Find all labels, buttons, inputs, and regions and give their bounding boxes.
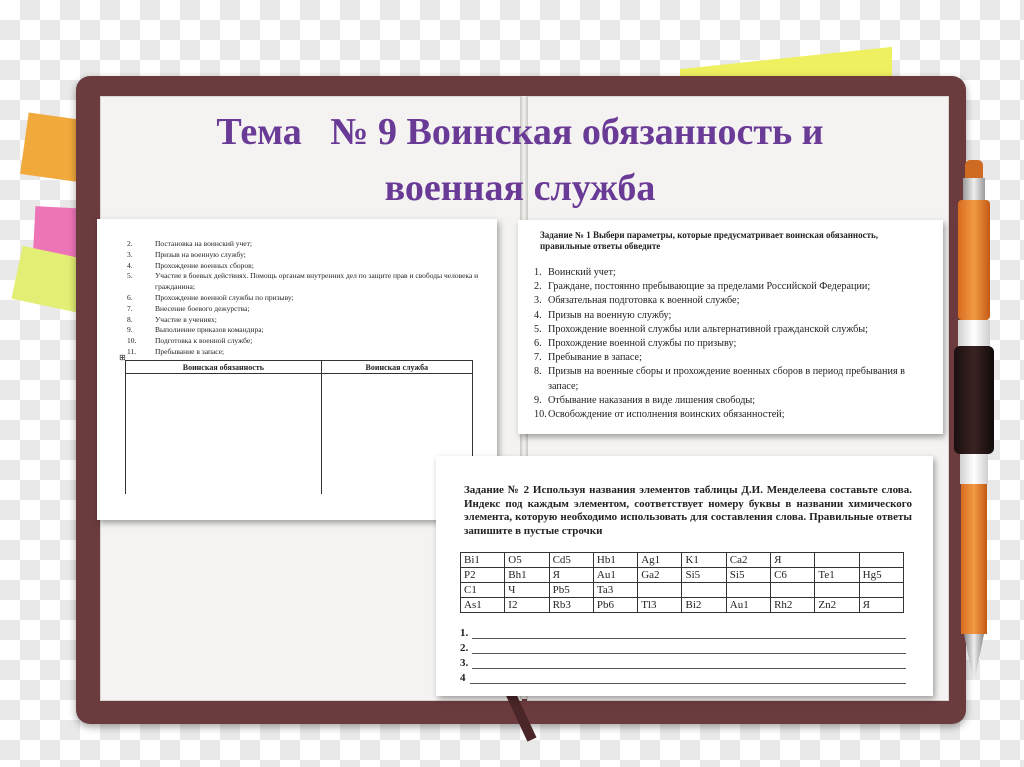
element-cell xyxy=(771,583,815,598)
duty-item xyxy=(127,271,487,293)
duty-item-number: 10. xyxy=(127,336,137,346)
slide-title-line-2: военная служба xyxy=(384,167,656,209)
element-cell: Ta3 xyxy=(593,583,637,598)
element-table-row xyxy=(461,553,904,568)
option-item-text: Граждане, постоянно пребывающие за пределами Российской Федерации; xyxy=(548,281,871,293)
element-cell: As1 xyxy=(461,598,505,613)
duty-item-number: 5. xyxy=(127,271,133,281)
duty-item-number: 7. xyxy=(127,303,133,313)
option-item xyxy=(534,394,929,408)
element-cell: Hb1 xyxy=(593,553,637,568)
option-item-text: Пребывание в запасе; xyxy=(548,352,642,364)
element-cell: Rh2 xyxy=(771,598,815,613)
task1-heading: Задание № 1 Выбери параметры, которые предусматривает воинская обязанность, правильные ответы обведите xyxy=(540,230,879,251)
duty-item xyxy=(127,336,487,347)
answer-blank[interactable] xyxy=(470,675,907,684)
slide-title-line-1: Тема № 9 Воинская обязанность и xyxy=(216,111,824,153)
option-item xyxy=(534,266,929,280)
element-cell: Bh1 xyxy=(505,568,549,583)
option-item xyxy=(534,337,929,351)
element-cell: Zn2 xyxy=(815,598,859,613)
duties-list xyxy=(127,239,487,358)
pen xyxy=(948,160,1000,680)
option-item xyxy=(534,280,929,294)
task1-options-list xyxy=(534,266,929,422)
element-table xyxy=(460,552,904,613)
element-cell: Hg5 xyxy=(859,568,903,583)
answer-line[interactable] xyxy=(460,624,906,639)
duty-item-number: 11. xyxy=(127,346,137,356)
element-cell: C6 xyxy=(771,568,815,583)
duty-item-number: 3. xyxy=(127,249,133,259)
option-item-number: 3. xyxy=(534,295,542,307)
element-cell: I2 xyxy=(505,598,549,613)
slide-title xyxy=(110,104,930,216)
option-item-number: 2. xyxy=(534,281,542,293)
answer-blank[interactable] xyxy=(472,660,906,669)
duty-item-text: Призыв на военную службу; xyxy=(155,249,246,259)
worksheet-snippet-task2 xyxy=(436,456,933,696)
duty-item-text: Участие в учениях; xyxy=(155,314,217,324)
element-cell: Au1 xyxy=(726,598,770,613)
answer-line[interactable] xyxy=(460,654,906,669)
option-item xyxy=(534,323,929,337)
element-cell xyxy=(815,583,859,598)
element-cell xyxy=(815,553,859,568)
element-cell: Bi2 xyxy=(682,598,726,613)
answer-line[interactable] xyxy=(460,639,906,654)
answer-line-number: 3. xyxy=(460,657,469,669)
duty-item-text: Пребывание в запасе; xyxy=(155,346,225,356)
element-cell: Я xyxy=(859,598,903,613)
table-cell-empty xyxy=(126,374,322,495)
option-item-number: 4. xyxy=(534,309,542,321)
element-cell: Cd5 xyxy=(549,553,593,568)
duty-item-text: Прохождение военной службы по призыву; xyxy=(155,292,294,302)
duty-item xyxy=(127,293,487,304)
table-header-duty: Воинская обязанность xyxy=(126,361,322,374)
element-cell xyxy=(859,553,903,568)
element-cell: Si5 xyxy=(682,568,726,583)
answer-line-number: 4 xyxy=(460,672,466,684)
element-cell: Я xyxy=(549,568,593,583)
element-cell: Pb5 xyxy=(549,583,593,598)
option-item xyxy=(534,309,929,323)
option-item xyxy=(534,294,929,308)
duty-item xyxy=(127,325,487,336)
option-item-number: 5. xyxy=(534,323,542,335)
element-cell: Ч xyxy=(505,583,549,598)
element-cell: K1 xyxy=(682,553,726,568)
worksheet-snippet-task1 xyxy=(518,220,943,434)
element-cell: Я xyxy=(771,553,815,568)
option-item-number: 6. xyxy=(534,338,542,350)
option-item-text: Отбывание наказания в виде лишения свободы; xyxy=(548,394,756,406)
element-cell: Te1 xyxy=(815,568,859,583)
option-item-number: 1. xyxy=(534,267,542,278)
duty-item-text: Внесение боевого дежурства; xyxy=(155,303,250,313)
task2-text: Задание № 2 Используя названия элементов таблицы Д.И. Менделеева составьте слова. Индекс под каждым элементом, соответствует номеру буквы в названии химического элемента, которую необходимо использовать для составления слова. Правильные ответы запишите в пустые строчки xyxy=(464,484,912,537)
duty-item xyxy=(127,315,487,326)
answer-line-number: 2. xyxy=(460,642,469,654)
option-item-number: 8. xyxy=(534,366,542,378)
duty-item-text: Выполнение приказов командира; xyxy=(155,325,264,335)
element-cell: Bi1 xyxy=(461,553,505,568)
option-item-text: Воинский учет; xyxy=(548,267,616,278)
answer-blank[interactable] xyxy=(472,645,906,654)
element-cell: Rb3 xyxy=(549,598,593,613)
element-cell xyxy=(682,583,726,598)
element-cell xyxy=(859,583,903,598)
duty-item xyxy=(127,250,487,261)
option-item-text: Обязательная подготовка к военной службе; xyxy=(548,295,740,307)
duty-item xyxy=(127,261,487,272)
option-item xyxy=(534,365,929,393)
option-item-text: Призыв на военную службу; xyxy=(548,309,672,321)
element-cell: Si5 xyxy=(726,568,770,583)
option-item xyxy=(534,351,929,365)
element-cell: C1 xyxy=(461,583,505,598)
duty-item-number: 9. xyxy=(127,325,133,335)
answer-line[interactable] xyxy=(460,669,906,684)
element-cell: Ca2 xyxy=(726,553,770,568)
duty-item-text: Участие в боевых действиях. Помощь органам внутренних дел по защите прав и свободы человека и гражданина; xyxy=(155,271,479,292)
duty-vs-service-table xyxy=(125,360,473,494)
element-cell xyxy=(638,583,682,598)
duty-item xyxy=(127,239,487,250)
option-item-text: Прохождение военной службы или альтернативной гражданской службы; xyxy=(548,323,868,335)
option-item-number: 10. xyxy=(534,409,547,421)
table-anchor-icon: ⊞ xyxy=(119,353,126,362)
duty-item xyxy=(127,304,487,315)
option-item-number: 7. xyxy=(534,352,542,364)
element-cell: Tl3 xyxy=(638,598,682,613)
element-table-row xyxy=(461,583,904,598)
answer-lines xyxy=(460,624,906,684)
option-item-number: 9. xyxy=(534,394,542,406)
duty-item xyxy=(127,347,487,358)
element-table-row xyxy=(461,598,904,613)
table-header-service: Воинская служба xyxy=(321,361,472,374)
duty-item-text: Прохождение военных сборов; xyxy=(155,260,254,270)
duty-item-number: 6. xyxy=(127,292,133,302)
duty-item-number: 8. xyxy=(127,314,133,324)
option-item-text: Освобождение от исполнения воинских обязанностей; xyxy=(548,409,785,421)
duty-item-text: Подготовка к военной службе; xyxy=(155,336,253,346)
option-item xyxy=(534,408,929,422)
option-item-text: Прохождение военной службы по призыву; xyxy=(548,338,737,350)
element-cell xyxy=(726,583,770,598)
element-cell: Ga2 xyxy=(638,568,682,583)
element-cell: O5 xyxy=(505,553,549,568)
duty-item-text: Постановка на воинский учет; xyxy=(155,239,252,248)
element-cell: Au1 xyxy=(593,568,637,583)
element-cell: P2 xyxy=(461,568,505,583)
element-cell: Pb6 xyxy=(593,598,637,613)
answer-line-number: 1. xyxy=(460,627,469,639)
element-table-row xyxy=(461,568,904,583)
duty-item-number: 2. xyxy=(127,239,133,248)
answer-blank[interactable] xyxy=(472,630,906,639)
option-item-text: Призыв на военные сборы и прохождение военных сборов в период пребывания в запасе; xyxy=(548,366,905,392)
element-cell: Ag1 xyxy=(638,553,682,568)
duty-item-number: 4. xyxy=(127,260,133,270)
